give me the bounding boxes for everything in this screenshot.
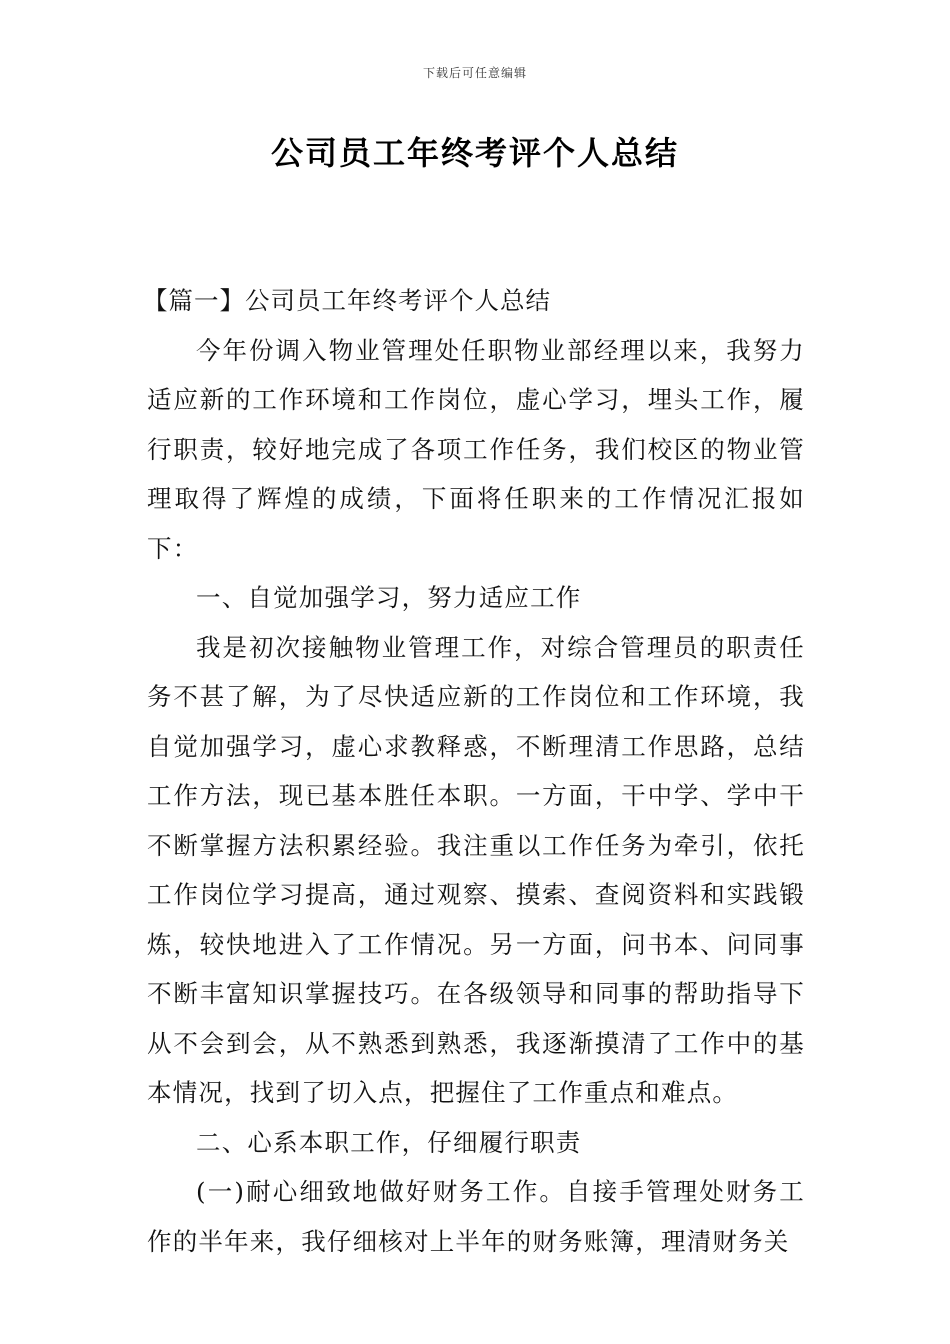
header-note: 下载后可任意编辑 xyxy=(422,66,527,80)
document-body xyxy=(143,276,805,1266)
section-heading-1: 一、自觉加强学习，努力适应工作 xyxy=(196,583,582,612)
document-title: 公司员工年终考评个人总结 xyxy=(270,134,679,172)
section-heading-2: 二、心系本职工作，仔细履行职责 xyxy=(196,1127,582,1157)
section-subtitle: 【篇一】公司员工年终考评个人总结 xyxy=(143,286,551,315)
paragraph-intro: 今年份调入物业管理处任职物业部经理以来，我努力适应新的工作环境和工作岗位，虚心学习，埋头工作，履行职责，较好地完成了各项工作任务，我们校区的物业管理取得了辉煌的成绩，下面将任职来的工作情况汇报如下： xyxy=(147,335,805,563)
paragraph-learning: 我是初次接触物业管理工作，对综合管理员的职责任务不甚了解，为了尽快适应新的工作岗位和工作环境，我自觉加强学习，虚心求教释惑，不断理清工作思路，总结工作方法，现已基本胜任本职。一方面，干中学、学中干不断掌握方法积累经验。我注重以工作任务为牵引，依托工作岗位学习提高，通过观察、摸索、查阅资料和实践锻炼，较快地进入了工作情况。另一方面，问书本、问同事不断丰富知识掌握技巧。在各级领导和同事的帮助指导下从不会到会，从不熟悉到熟悉，我逐渐摸清了工作中的基本情况，找到了切入点，把握住了工作重点和难点。 xyxy=(147,632,805,1107)
paragraph-finance: (一)耐心细致地做好财务工作。自接手管理处财务工作的半年来，我仔细核对上半年的财务账簿，理清财务关 xyxy=(147,1177,805,1256)
